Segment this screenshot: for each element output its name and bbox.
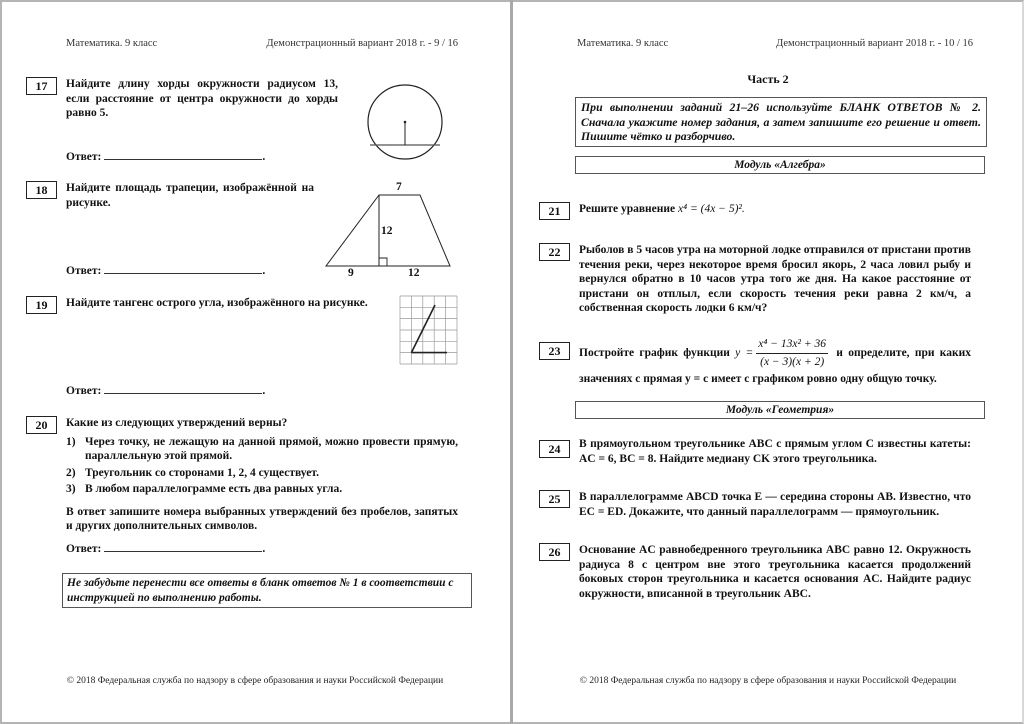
statement-item: 3) В любом параллелограмме есть два равных угла. (66, 483, 343, 495)
task-number: 25 (539, 490, 570, 508)
task-number: 18 (26, 181, 57, 199)
answer-20: Ответ: . (66, 543, 266, 555)
task-26 (539, 543, 971, 601)
task-number: 19 (26, 296, 57, 314)
equation: x⁴ = (4x − 5)². (678, 203, 745, 215)
task-21 (539, 202, 971, 217)
answer-field-20[interactable] (104, 541, 262, 552)
task-text: В прямоугольном треугольнике ABC с прямым углом C известны катеты: AC = 6, BC = 8. Найдите медиану CK этого треугольника. (579, 438, 971, 465)
header-subject: Математика. 9 класс (66, 38, 158, 49)
statement-item: 2) Треугольник со сторонами 1, 2, 4 существует. (66, 466, 319, 479)
task-20 (26, 416, 458, 534)
task-instruction: В ответ запишите номера выбранных утверждений без пробелов, запятых и других дополнительных символов. (66, 505, 458, 532)
task-text: Найдите площадь трапеции, изображённой на рисунке. (66, 182, 314, 209)
task-text: Найдите длину хорды окружности радиусом 13, если расстояние от центра окружности до хорды равно 5. (66, 78, 338, 119)
footer-copyright: © 2018 Федеральная служба по надзору в сфере образования и науки Российской Федерации (66, 676, 444, 686)
task-22 (539, 243, 971, 316)
footer-copyright: © 2018 Федеральная служба по надзору в сфере образования и науки Российской Федерации (579, 676, 957, 686)
grid-angle-figure (0, 0, 510, 724)
trapezoid-label-top: 7 (396, 181, 402, 193)
answer-17: Ответ: . (66, 151, 266, 163)
task-number: 17 (26, 77, 57, 95)
trapezoid-label-bottom-right: 12 (408, 267, 420, 279)
page-10 (513, 0, 1023, 724)
task-23 (539, 336, 971, 388)
statement-item: 1) Через точку, не лежащую на данной прямой, можно провести прямую, параллельную этой прямой. (66, 435, 458, 462)
task-text: Найдите тангенс острого угла, изображённого на рисунке. (66, 297, 368, 309)
task-text: Постройте график функции y = $\frac{\text{x⁴ − 13x² + 36}}{(x - 3)(x + 2)}$ и определите, при каких значениях c прямая y = c имеет с графиком ровно одну общую точку. (579, 338, 971, 385)
task-number: 23 (539, 342, 570, 360)
task-text: Рыболов в 5 часов утра на моторной лодке отправился от пристани против течения реки, через некоторое время бросил якорь, 2 часа ловил рыбу и вернулся обратно в 10 часов утра того же дня. На какое расстояние от пристани он отплыл, если скорость течения реки равна 2 км/ч, а собственная скорость лодки 6 км/ч? (579, 244, 971, 314)
answer-label: Ответ: (66, 543, 102, 555)
header-page-info: Демонстрационный вариант 2018 г. - 10 / 16 (776, 38, 973, 49)
task-25 (539, 490, 971, 519)
page-9 (0, 0, 510, 724)
answer-label: Ответ: (66, 265, 102, 277)
task-text: Основание AC равнобедренного треугольника ABC равно 12. Окружность радиуса 8 с центром вне этого треугольника касается продолжений боковых сторон треугольника и касается основания AC. Найдите радиус окружности, вписанной в треугольник ABC. (579, 544, 971, 600)
answer-label: Ответ: (66, 385, 102, 397)
task-number: 26 (539, 543, 570, 561)
trapezoid-label-height: 12 (381, 225, 393, 237)
instructions-box: При выполнении заданий 21–26 используйте БЛАНК ОТВЕТОВ № 2. Сначала укажите номер задания, а затем запишите его решение и ответ. Пишите чётко и разборчиво. (575, 97, 987, 147)
part-title: Часть 2 (747, 72, 789, 86)
trapezoid-label-bottom-left: 9 (348, 267, 354, 279)
statement-list (66, 435, 458, 497)
answer-field-19[interactable] (104, 383, 262, 394)
module-geometry-header: Модуль «Геометрия» (575, 401, 985, 419)
answer-18: Ответ: . (66, 265, 266, 277)
task-text: В параллелограмме ABCD точка E — середина стороны AB. Известно, что EC = ED. Докажите, что данный параллелограмм — прямоугольник. (579, 491, 971, 518)
header-page-info: Демонстрационный вариант 2018 г. - 9 / 16 (266, 38, 458, 49)
module-algebra-header: Модуль «Алгебра» (575, 156, 985, 174)
task-number: 24 (539, 440, 570, 458)
reminder-box: Не забудьте перенести все ответы в бланк ответов № 1 в соответствии с инструкцией по выполнению работы. (62, 573, 472, 608)
task-text: Решите уравнение x⁴ = (4x − 5)². (579, 203, 745, 215)
answer-label: Ответ: (66, 151, 102, 163)
task-text: Какие из следующих утверждений верны? (66, 417, 288, 429)
task-number: 22 (539, 243, 570, 261)
task-number: 21 (539, 202, 570, 220)
task-24 (539, 437, 971, 466)
answer-19: Ответ: . (66, 385, 266, 397)
task-number: 20 (26, 416, 57, 434)
header-subject: Математика. 9 класс (577, 38, 669, 49)
function-fraction: $\frac{\text{x⁴ − 13x² + 36}}{(x - 3)(x + 2)}$ (758, 338, 826, 368)
